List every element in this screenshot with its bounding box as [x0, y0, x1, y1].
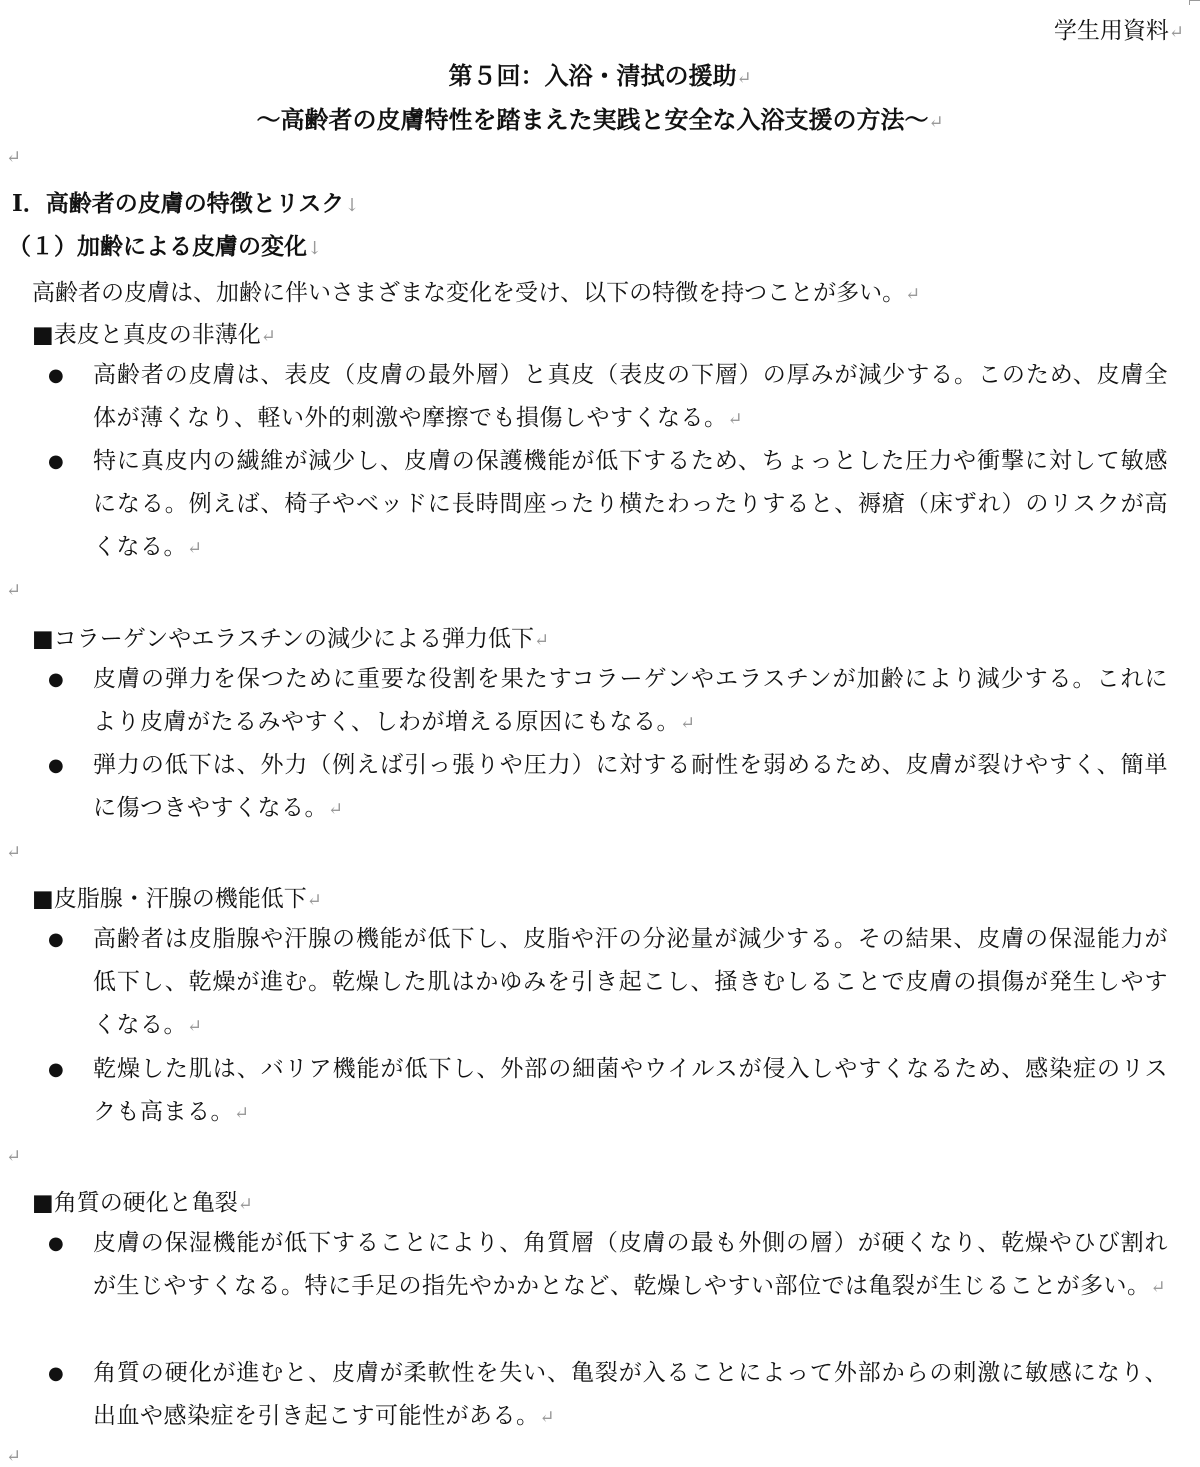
bullet-item: ● 高齢者は皮脂腺や汗腺の機能が低下し、皮脂や汗の分泌量が減少する。その結果、皮膚の保湿能力が低下し、乾燥が進む。乾燥した肌はかゆみを引き起こし、掻きむしることで皮膚の損傷が発生しやすくなる。↵	[48, 918, 1168, 1048]
topic-heading: ■角質の硬化と亀裂↵	[32, 1190, 253, 1216]
bullet-item: ● 乾燥した肌は、バリア機能が低下し、外部の細菌やウイルスが侵入しやすくなるため、感染症のリスクも高まる。↵	[48, 1048, 1168, 1135]
bullet-icon: ●	[48, 1233, 64, 1254]
bullet-item: ● 特に真皮内の繊維が減少し、皮膚の保護機能が低下するため、ちょっとした圧力や衝撃に対して敏感になる。例えば、椅子やベッドに長時間座ったり横たわったりすると、褥瘡（床ずれ）のリスクが高くなる。↵	[48, 440, 1168, 570]
empty-paragraph: ↵	[6, 147, 22, 168]
document-subtitle: ～高齢者の皮膚特性を踏まえた実践と安全な入浴支援の方法～↵	[256, 105, 944, 134]
topic-heading: ■表皮と真皮の非薄化↵	[32, 322, 276, 348]
bullet-item: ● 皮膚の保湿機能が低下することにより、角質層（皮膚の最も外側の層）が硬くなり、乾燥やひび割れが生じやすくなる。特に手足の指先やかかとなど、乾燥しやすい部位では亀裂が生じることが多い。↵	[48, 1222, 1168, 1309]
bullet-icon: ●	[48, 1059, 64, 1080]
bullet-icon: ●	[48, 365, 64, 386]
document-label: 学生用資料↵	[1053, 18, 1184, 44]
empty-paragraph: ↵	[6, 1146, 22, 1167]
bullet-item: ● 皮膚の弾力を保つために重要な役割を果たすコラーゲンやエラスチンが加齢により減少する。これにより皮膚がたるみやすく、しわが増える原因にもなる。↵	[48, 658, 1168, 745]
bullet-icon: ●	[48, 451, 64, 472]
empty-paragraph: ↵	[6, 580, 22, 601]
empty-paragraph: ↵	[6, 1446, 22, 1467]
document-title: 第５回：入浴・清拭の援助↵	[448, 61, 752, 90]
topic-heading: ■皮脂腺・汗腺の機能低下↵	[32, 886, 322, 912]
bullet-icon: ●	[48, 1363, 64, 1384]
bullet-icon: ●	[48, 929, 64, 950]
empty-paragraph: ↵	[6, 842, 22, 863]
bullet-icon: ●	[48, 755, 64, 776]
intro-paragraph: 高齢者の皮膚は、加齢に伴いさまざまな変化を受け、以下の特徴を持つことが多い。↵	[32, 280, 921, 306]
section-heading: Ⅰ．高齢者の皮膚の特徴とリスク↓	[12, 190, 360, 217]
page-corner-mark	[1189, 0, 1200, 5]
bullet-icon: ●	[48, 669, 64, 690]
topic-heading: ■コラーゲンやエラスチンの減少による弾力低下↵	[32, 626, 550, 652]
bullet-item: ● 高齢者の皮膚は、表皮（皮膚の最外層）と真皮（表皮の下層）の厚みが減少する。このため、皮膚全体が薄くなり、軽い外的刺激や摩擦でも損傷しやすくなる。↵	[48, 354, 1168, 441]
bullet-item: ● 角質の硬化が進むと、皮膚が柔軟性を失い、亀裂が入ることによって外部からの刺激に敏感になり、出血や感染症を引き起こす可能性がある。↵	[48, 1352, 1168, 1439]
subsection-heading: （１）加齢による皮膚の変化↓	[8, 233, 323, 260]
bullet-item: ● 弾力の低下は、外力（例えば引っ張りや圧力）に対する耐性を弱めるため、皮膚が裂けやすく、簡単に傷つきやすくなる。↵	[48, 744, 1168, 831]
